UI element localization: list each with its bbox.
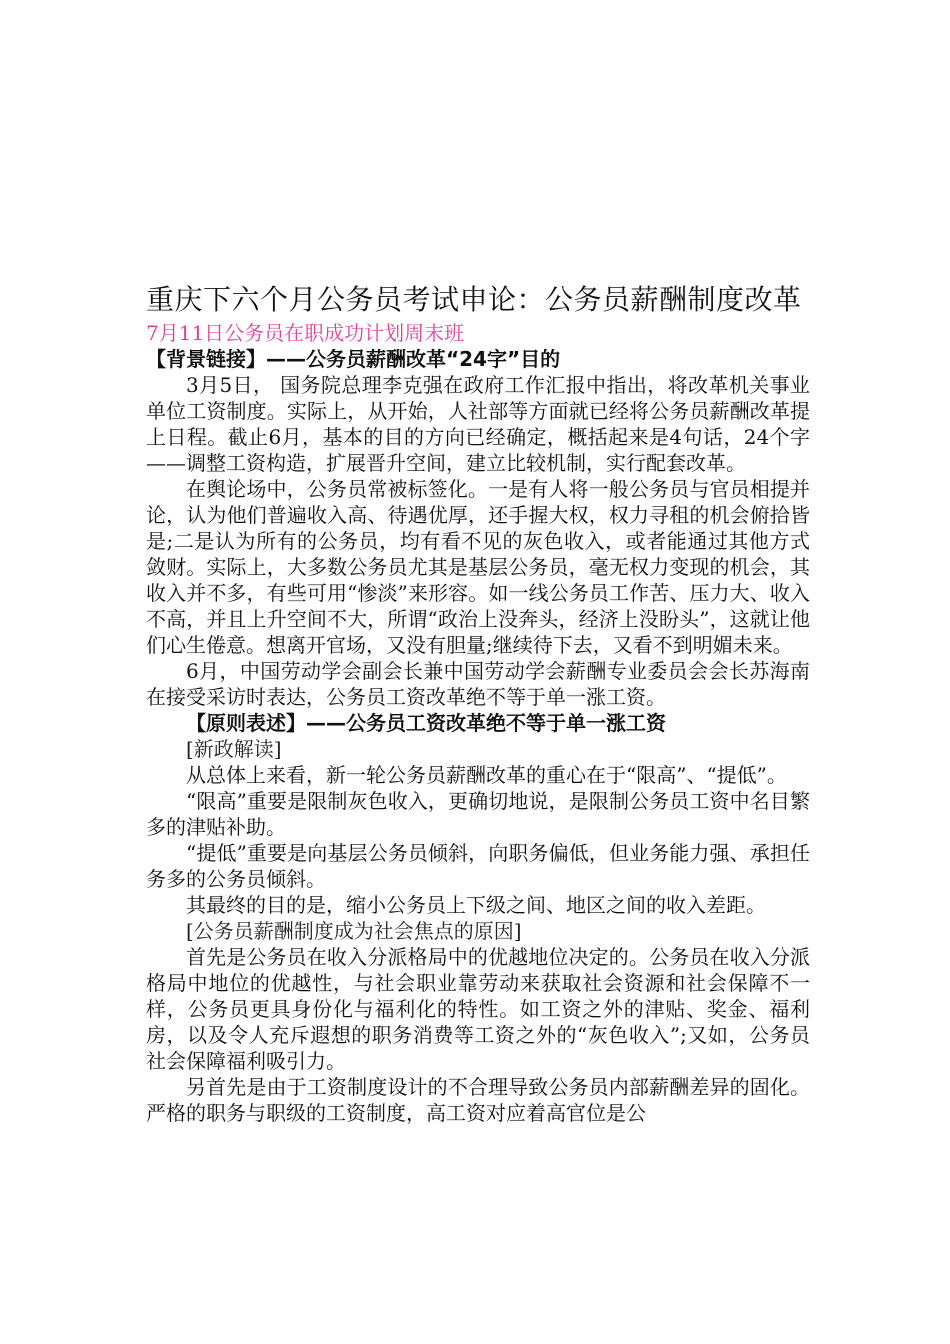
paragraph: 其最终的目的是，缩小公务员上下级之间、地区之间的收入差距。 xyxy=(186,893,766,917)
paragraph: 首先是公务员在收入分派格局中的优越地位决定的。公务员在收入分派格局中地位的优越性，与社会职业靠劳动来获取社会资源和社会保障不一样，公务员更具身份化与福利化的特性。如工资之外的津贴、奖金、福利房，以及令人充斥遐想的职务消费等工资之外的“灰色收入”;又如，公务员社会保障福利吸引力。 xyxy=(146,945,810,1073)
paragraph: 6月，中国劳动学会副会长兼中国劳动学会薪酬专业委员会会长苏海南在接受采访时表达，公务员工资改革绝不等于单一涨工资。 xyxy=(146,659,810,709)
document-title: 重庆下六个月公务员考试申论：公务员薪酬制度改革 xyxy=(146,283,802,316)
document-page xyxy=(146,280,810,1126)
principle-heading: 【原则表述】——公务员工资改革绝不等于单一涨工资 xyxy=(186,711,666,735)
paragraph: 3月5日， 国务院总理李克强在政府工作汇报中指出，将改革机关事业单位工资制度。实际上，从开始，人社部等方面就已经将公务员薪酬改革提上日程。截止6月，基本的目的方向已经确定，概括起来是4句话，24个字——调整工资构造，扩展晋升空间，建立比较机制，实行配套改革。 xyxy=(146,373,810,475)
paragraph: 另首先是由于工资制度设计的不合理导致公务员内部薪酬差异的固化。严格的职务与职级的工资制度，高工资对应着高官位是公 xyxy=(146,1075,810,1125)
paragraph: “限高”重要是限制灰色收入，更确切地说，是限制公务员工资中名目繁多的津贴补助。 xyxy=(146,789,810,839)
focus-reasons-label: [公务员薪酬制度成为社会焦点的原因] xyxy=(186,919,522,943)
paragraph: 在舆论场中，公务员常被标签化。一是有人将一般公务员与官员相提并论，认为他们普遍收入高、待遇优厚，还手握大权，权力寻租的机会俯拾皆是;二是认为所有的公务员，均有看不见的灰色收入，或者能通过其他方式敛财。实际上，大多数公务员尤其是基层公务员，毫无权力变现的机会，其收入并不多，有些可用“惨淡”来形容。如一线公务员工作苦、压力大、收入不高，并且上升空间不大，所谓“政治上没奔头，经济上没盼头”，这就让他们心生倦意。想离开官场，又没有胆量;继续待下去，又看不到明媚未来。 xyxy=(146,477,810,657)
paragraph: 从总体上来看，新一轮公务员薪酬改革的重心在于“限高”、“提低”。 xyxy=(186,763,787,787)
paragraph: “提低”重要是向基层公务员倾斜，向职务偏低，但业务能力强、承担任务多的公务员倾斜。 xyxy=(146,841,810,891)
new-policy-label: [新政解读] xyxy=(186,737,282,761)
background-heading: 【背景链接】——公务员薪酬改革“24字”目的 xyxy=(146,347,561,371)
course-subtitle: 7月11日公务员在职成功计划周末班 xyxy=(146,321,465,345)
